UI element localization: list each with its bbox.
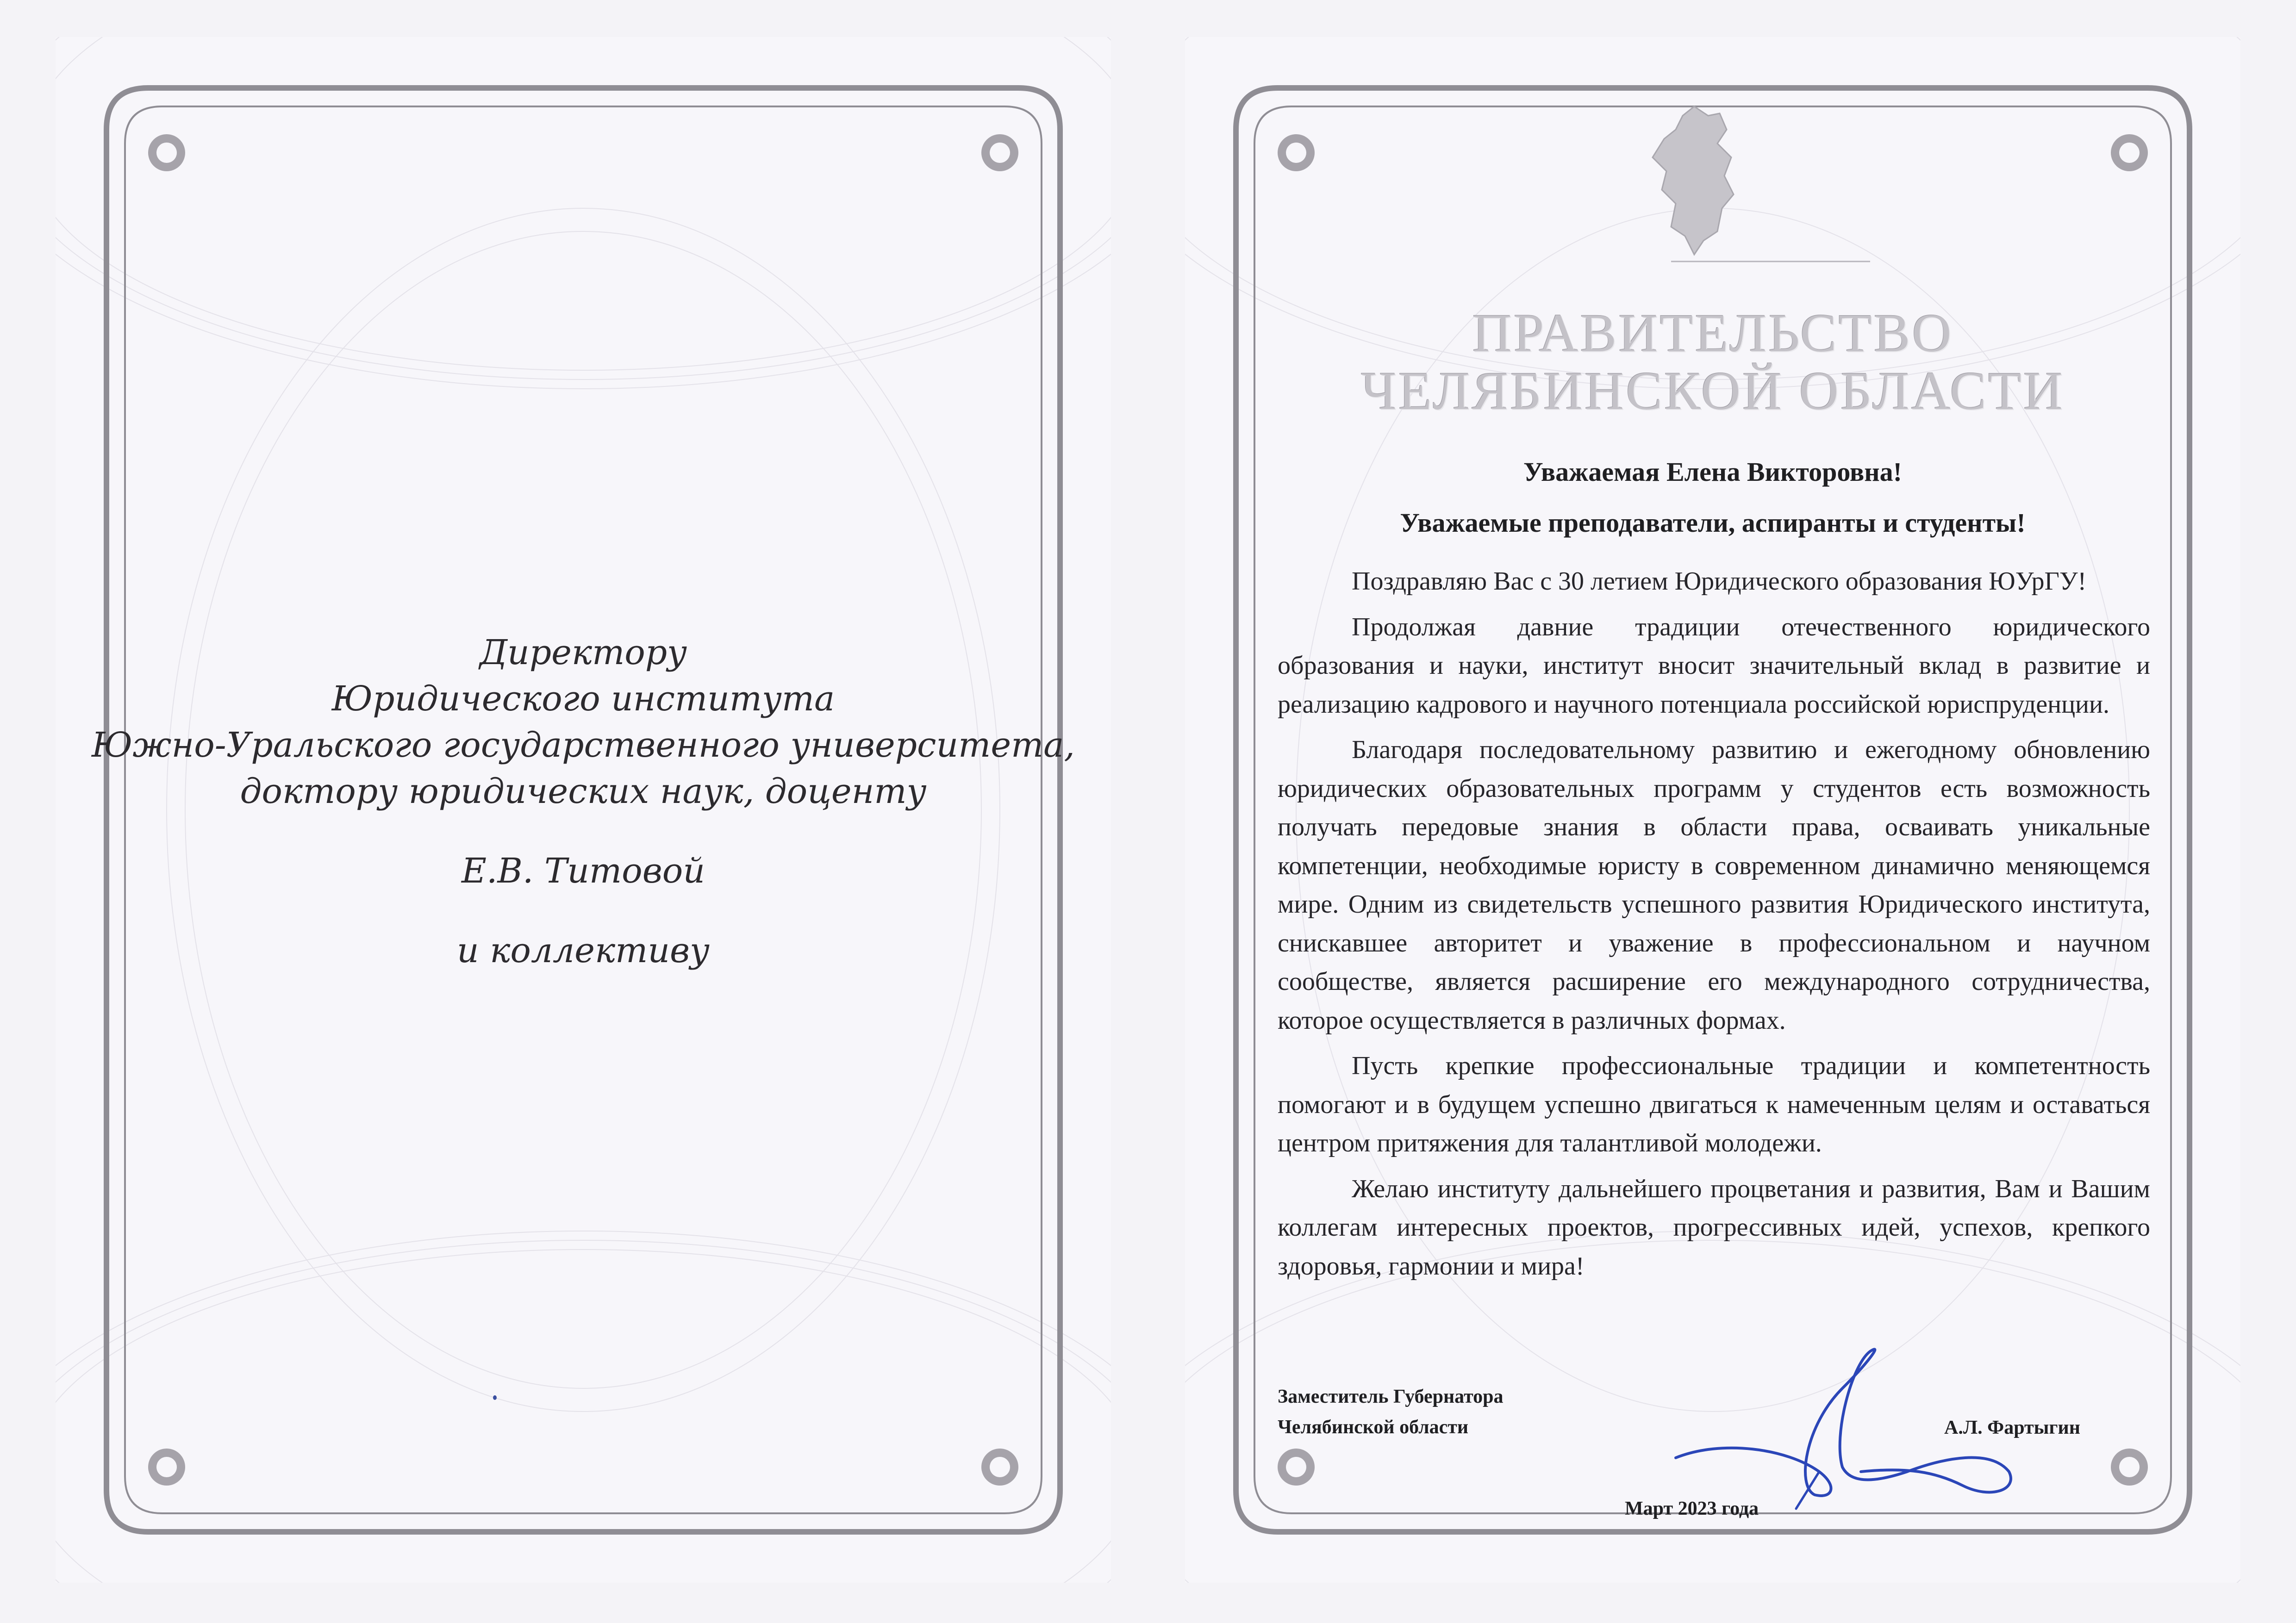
addressee-line: доктору юридических наук, доценту bbox=[240, 771, 927, 811]
addressee-name: Е.В. Титовой bbox=[462, 851, 705, 891]
signer-title-line: Челябинской области bbox=[1278, 1417, 1469, 1438]
signer-name: А.Л. Фартыгин bbox=[1944, 1417, 2080, 1438]
letter-paragraph: Благодаря последовательному развитию и ежегодному обновлению юридических образовательных программ у студентов есть возможность получать передовые знания в области права, осваивать уникальные компетенции, необходимые юристу в современном динамично меняющемся мире. Одним из свидетельств успешного развития Юридического института, снискавшее авторитет и уважение в профессиональном и научном сообществе, является расширение его международного сотрудничества, которое осуществляется в различных формах. bbox=[1278, 735, 2150, 1035]
org-title-line1: ПРАВИТЕЛЬСТВО bbox=[1472, 303, 1953, 363]
addressee-line: Юридического института bbox=[331, 679, 835, 719]
left-page bbox=[56, 37, 1111, 1583]
greeting-collective: Уважаемые преподаватели, аспиранты и студенты! bbox=[1400, 508, 2026, 538]
letter-paragraph: Желаю институту дальнейшего процветания и развития, Вам и Вашим коллегам интересных проектов, прогрессивных идей, успехов, крепкого здоровья, гармонии и мира! bbox=[1278, 1174, 2150, 1281]
addressee-line: Южно-Уральского государственного университета, bbox=[92, 725, 1075, 765]
letter-body bbox=[1278, 562, 2150, 1293]
addressee-block bbox=[56, 629, 1111, 974]
org-title-line2: ЧЕЛЯБИНСКОЙ ОБЛАСТИ bbox=[1361, 361, 2065, 421]
letter-date: Март 2023 года bbox=[1625, 1498, 1759, 1519]
addressee-line: Директору bbox=[479, 633, 687, 672]
letter-paragraph: Продолжая давние традиции отечественного юридического образования и науки, институт вносит значительный вклад в развитие и реализацию кадрового и научного потенциала российской юриспруденции. bbox=[1278, 612, 2150, 719]
ink-dot bbox=[493, 1395, 497, 1400]
right-page bbox=[1185, 37, 2240, 1583]
signer-title bbox=[1278, 1381, 1504, 1443]
letter-paragraph: Пусть крепкие профессиональные традиции и компетентность помогают и в будущем успешно двигаться к намеченным целям и оставаться центром притяжения для талантливой молодежи. bbox=[1278, 1051, 2150, 1157]
greeting-personal: Уважаемая Елена Викторовна! bbox=[1523, 457, 1902, 487]
addressee-team: и коллективу bbox=[457, 931, 710, 970]
signer-title-line: Заместитель Губернатора bbox=[1278, 1386, 1504, 1407]
letter-paragraph: Поздравляю Вас с 30 летием Юридического образования ЮУрГУ! bbox=[1352, 567, 2087, 596]
region-map-emblem-icon bbox=[1639, 102, 1750, 259]
